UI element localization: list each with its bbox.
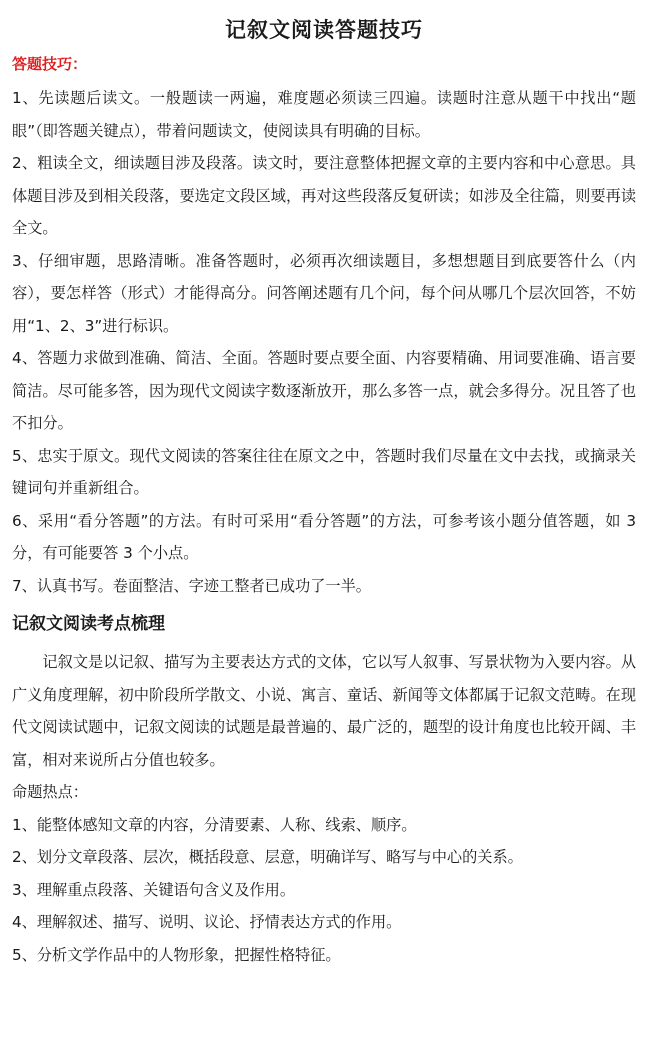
tips-label: 答题技巧： <box>12 55 88 73</box>
hotspot-item: 4、理解叙述、描写、说明、议论、抒情表达方式的作用。 <box>12 913 402 931</box>
document-title: 记叙文阅读答题技巧 <box>225 18 423 42</box>
tip-item: 6、采用“看分答题”的方法。有时可采用“看分答题”的方法，可参考该小题分值答题，如 3 分，有可能要答 3 个小点。 <box>12 511 636 562</box>
hotspot-item: 5、分析文学作品中的人物形象，把握性格特征。 <box>12 945 341 964</box>
hotspots-label: 命题热点： <box>12 783 88 801</box>
hotspot-item: 1、能整体感知文章的内容，分清要素、人称、线索、顺序。 <box>12 815 417 834</box>
hotspots-list <box>12 809 636 972</box>
tip-item: 3、仔细审题，思路清晰。准备答题时，必须再次细读题目，多想想题目到底要答什么（内容），要怎样答（形式）才能得高分。问答阐述题有几个问，每个问从哪几个层次回答，不妨用“1、2、3”进行标识。 <box>12 251 636 335</box>
hotspot-item: 3、理解重点段落、关键语句含义及作用。 <box>12 880 296 899</box>
tip-item: 4、答题力求做到准确、简洁、全面。答题时要点要全面、内容要精确、用词要准确、语言要简洁。尽可能多答，因为现代文阅读字数逐渐放开，那么多答一点，就会多得分。况且答了也不扣分。 <box>12 349 636 432</box>
hotspot-item: 2、划分文章段落、层次，概括段意、层意，明确详写、略写与中心的关系。 <box>12 848 523 866</box>
tip-item: 7、认真书写。卷面整洁、字迹工整者已成功了一半。 <box>12 576 371 595</box>
intro-paragraph: 记叙文是以记叙、描写为主要表达方式的文体，它以写人叙事、写景状物为入要内容。从广义角度理解，初中阶段所学散文、小说、寓言、童话、新闻等文体都属于记叙文范畴。在现代文阅读试题中，记叙文阅读的试题是最普遍的、最广泛的，题型的设计角度也比较开阔、丰富，相对来说所占分值也较多。 <box>12 653 636 769</box>
tip-item: 5、忠实于原文。现代文阅读的答案往往在原文之中，答题时我们尽量在文中去找，或摘录关键词句并重新组合。 <box>12 446 636 497</box>
tip-item: 1、先读题后读文。一般题读一两遍，难度题必须读三四遍。读题时注意从题干中找出“题眼”（即答题关键点），带着问题读文，使阅读具有明确的目标。 <box>12 89 636 140</box>
section-heading: 记叙文阅读考点梳理 <box>12 614 165 634</box>
tip-item: 2、粗读全文，细读题目涉及段落。读文时，要注意整体把握文章的主要内容和中心意思。具体题目涉及到相关段落，要选定文段区域，再对这些段落反复研读；如涉及全往篇，则要再读全文。 <box>12 154 636 237</box>
tips-list <box>12 82 636 602</box>
